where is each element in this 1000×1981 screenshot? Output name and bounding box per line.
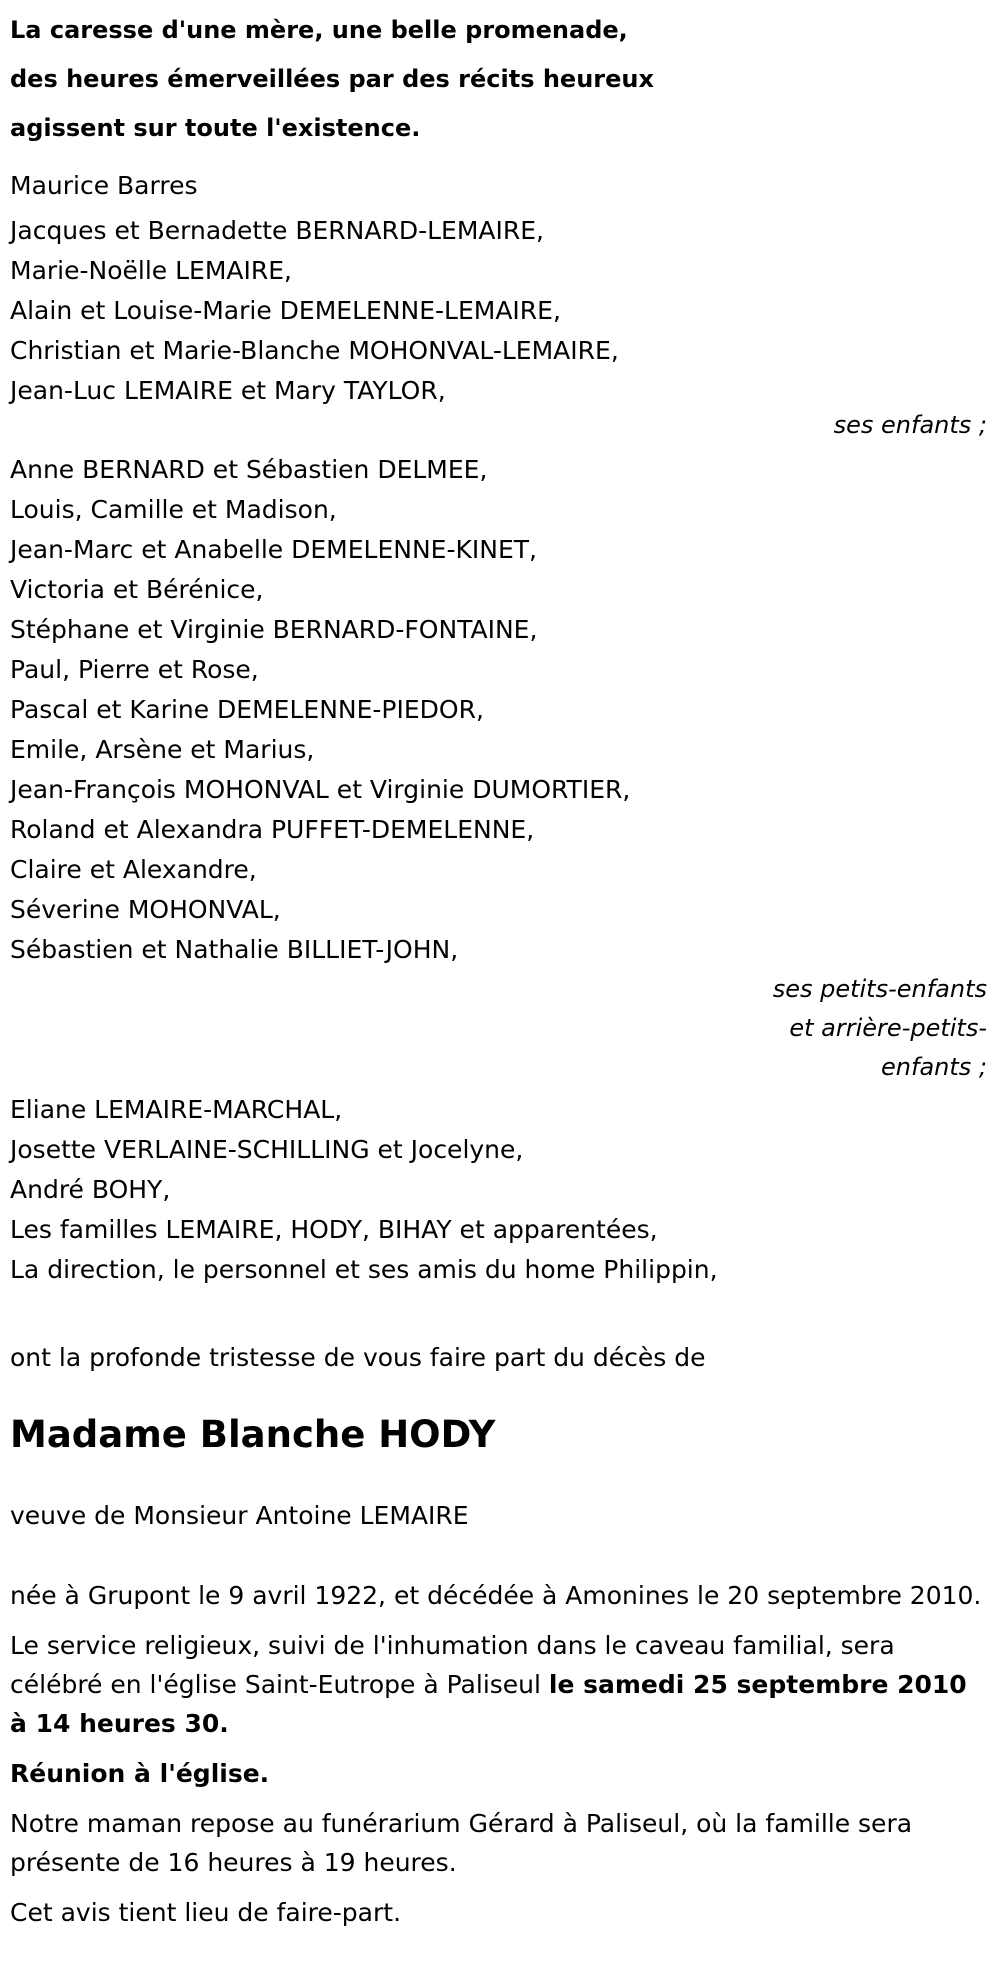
reunion-paragraph: Réunion à l'église.	[10, 1759, 270, 1788]
announcement-intro: ont la profonde tristesse de vous faire part du décès de	[10, 1343, 706, 1372]
family-name-line: Jacques et Bernadette BERNARD-LEMAIRE,	[10, 216, 544, 245]
family-name-line: Roland et Alexandra PUFFET-DEMELENNE,	[10, 815, 535, 844]
family-name-line: Alain et Louise-Marie DEMELENNE-LEMAIRE,	[10, 296, 561, 325]
epigraph-quote	[10, 6, 985, 153]
others-list	[10, 1090, 985, 1290]
widow-of: veuve de Monsieur Antoine LEMAIRE	[10, 1501, 469, 1530]
family-name-line: Christian et Marie-Blanche MOHONVAL-LEMAIRE,	[10, 336, 619, 365]
children-list	[10, 211, 985, 411]
family-name-line: Pascal et Karine DEMELENNE-PIEDOR,	[10, 695, 484, 724]
family-name-line: Séverine MOHONVAL,	[10, 895, 281, 924]
relation-line: ses petits-enfants	[772, 975, 987, 1003]
family-name-line: La direction, le personnel et ses amis du home Philippin,	[10, 1255, 718, 1284]
grandchildren-relation	[10, 970, 987, 1087]
family-name-line: Paul, Pierre et Rose,	[10, 655, 259, 684]
family-name-line: Marie-Noëlle LEMAIRE,	[10, 256, 292, 285]
service-date: le samedi 25 septembre 2010 à 14 heures 30.	[10, 1670, 967, 1738]
family-name-line: Emile, Arsène et Marius,	[10, 735, 315, 764]
birth-death-paragraph: née à Grupont le 9 avril 1922, et décédée à Amonines le 20 septembre 2010.	[10, 1581, 982, 1610]
grandchildren-list	[10, 450, 985, 970]
relation-line: enfants ;	[881, 1053, 987, 1081]
service-text: Le service religieux, suivi de l'inhumation dans le caveau familial, sera célébré en l'église Saint-Eutrope à Paliseul	[10, 1631, 895, 1699]
service-paragraph	[10, 1626, 985, 1743]
relation-line: ses enfants ;	[833, 411, 987, 439]
family-name-line: Stéphane et Virginie BERNARD-FONTAINE,	[10, 615, 538, 644]
family-name-line: Eliane LEMAIRE-MARCHAL,	[10, 1095, 343, 1124]
family-name-line: Louis, Camille et Madison,	[10, 495, 337, 524]
obituary-notice	[10, 0, 985, 1932]
family-name-line: Jean-Marc et Anabelle DEMELENNE-KINET,	[10, 535, 537, 564]
quote-line: des heures émerveillées par des récits heureux	[10, 65, 654, 93]
deceased-name: Madame Blanche HODY	[10, 1413, 496, 1456]
family-name-line: Josette VERLAINE-SCHILLING et Jocelyne,	[10, 1135, 524, 1164]
family-name-line: André BOHY,	[10, 1175, 171, 1204]
relation-line: et arrière-petits-	[789, 1014, 987, 1042]
notice-paragraph: Cet avis tient lieu de faire-part.	[10, 1898, 402, 1927]
family-name-line: Les familles LEMAIRE, HODY, BIHAY et apparentées,	[10, 1215, 658, 1244]
family-name-line: Anne BERNARD et Sébastien DELMEE,	[10, 455, 488, 484]
quote-line: La caresse d'une mère, une belle promenade,	[10, 16, 628, 44]
family-name-line: Victoria et Bérénice,	[10, 575, 264, 604]
family-name-line: Jean-Luc LEMAIRE et Mary TAYLOR,	[10, 376, 446, 405]
resting-paragraph: Notre maman repose au funérarium Gérard à Paliseul, où la famille sera présente de 16 heures à 19 heures.	[10, 1809, 913, 1877]
quote-author: Maurice Barres	[10, 171, 198, 200]
quote-line: agissent sur toute l'existence.	[10, 114, 421, 142]
family-name-line: Sébastien et Nathalie BILLIET-JOHN,	[10, 935, 459, 964]
children-relation	[10, 406, 987, 445]
family-name-line: Claire et Alexandre,	[10, 855, 257, 884]
family-name-line: Jean-François MOHONVAL et Virginie DUMORTIER,	[10, 775, 631, 804]
